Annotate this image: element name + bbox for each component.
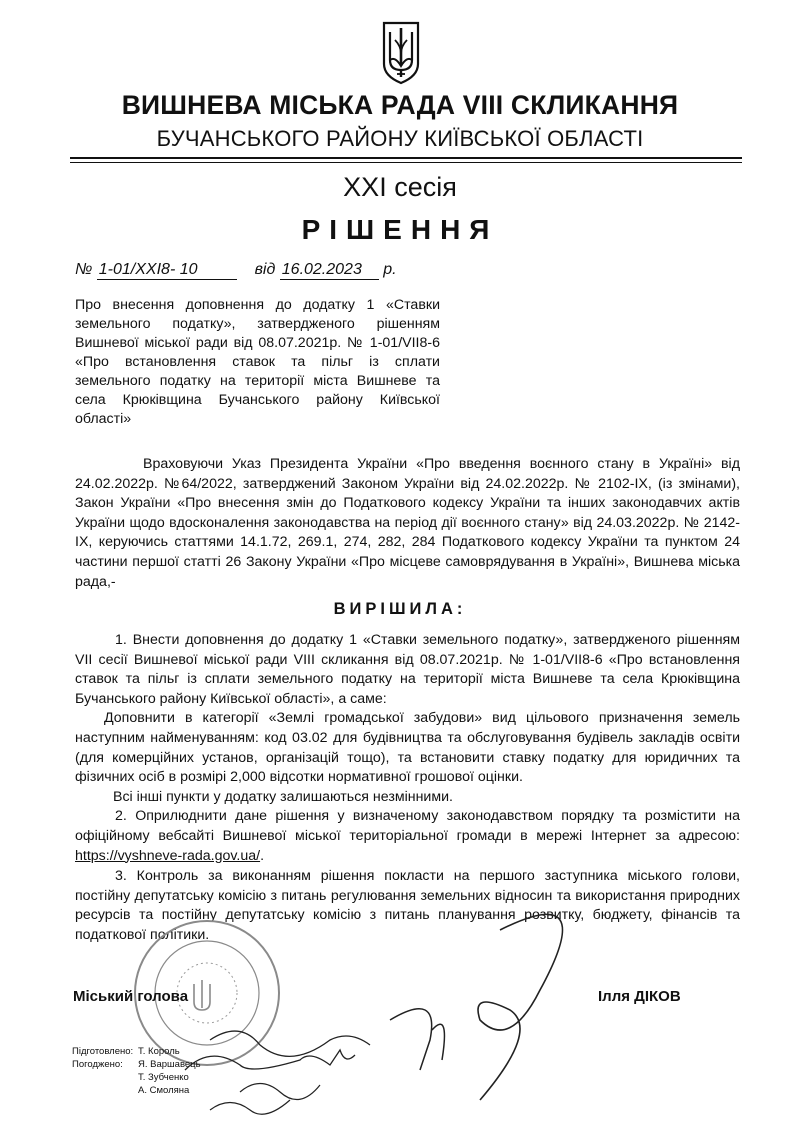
agreed-by-2: Т. Зубченко xyxy=(138,1072,189,1083)
agreed-by-1: Я. Варшавець xyxy=(138,1059,201,1070)
website-link[interactable]: https://vyshneve-rada.gov.ua/ xyxy=(75,847,261,864)
date-suffix: р. xyxy=(383,261,397,278)
header-rule-thick xyxy=(70,157,742,159)
agreed-label: Погоджено: xyxy=(72,1059,123,1070)
decision-date: 16.02.2023 xyxy=(280,261,379,280)
document-type: РІШЕННЯ xyxy=(301,214,499,245)
decision-number-line xyxy=(75,261,397,280)
item-2-text: 2. Оприлюднити дане рішення у визначеному законодавством порядку та розмістити на офіційному вебсайті Вишневої міської територіальної громади в мережі Інтернет за адресою: xyxy=(75,808,740,844)
decision-subject: Про внесення доповнення до додатку 1 «Ставки земельного податку», затвердженого рішенням Вишневої міської ради від 08.07.2021р. № 1-01/VII8-6 «Про встановлення ставок та пільг із сплати земельного податку на території міста Вишневе та села Крюківщина Бучанського району Київської області» xyxy=(75,297,440,427)
item-1: 1. Внести доповнення до додатку 1 «Ставки земельного податку», затвердженого рішенням VII сесії Вишневої міської ради VIII скликання від 08.07.2021р. № 1-01/VII8-6 «Про встановлення ставок та пільг із сплати земельного податку на території міста Вишневе та села Крюківщина Бучанського району Київської області», а саме: xyxy=(75,632,740,707)
item-1-detail: Доповнити в категорії «Землі громадської забудови» вид цільового призначення земель наступним найменуванням: код 03.02 для будівництва та обслуговування будівель закладів освіти (для комерційних установ, організацій тощо), та встановити ставку податку для юридичних та фізичних осіб в розмірі 2,000 відсотки нормативної грошової оцінки. xyxy=(75,710,740,786)
decision-number: 1-01/XXI8- 10 xyxy=(97,261,237,280)
item-2 xyxy=(75,807,740,866)
date-prefix: від xyxy=(254,261,276,278)
item-1-note: Всі інші пункти у додатку залишаються незмінними. xyxy=(113,788,453,805)
preamble-paragraph: Враховуючи Указ Президента України «Про введення воєнного стану в Україні» від 24.02.2022р. №64/2022, затверджений Законом України від 24.02.2022р. № 2102-ІХ, (із змінами), Закон України «Про внесення змін до Податкового кодексу України та інших законодавчих актів України щодо вдосконалення законодавства на період дії воєнного стану» від 24.03.2022р. № 2142-ІХ, керуючись статтями 14.1.72, 269.1, 274, 282, 284 Податкового кодексу України та пунктом 24 частини першої статті 26 Закону України «Про місцеве самоврядування в Україні», Вишнева міська рада,- xyxy=(75,456,740,590)
resolved-heading: ВИРІШИЛА: xyxy=(333,600,467,618)
council-district: БУЧАНСЬКОГО РАЙОНУ КИЇВСЬКОЇ ОБЛАСТІ xyxy=(156,126,644,151)
number-prefix: № xyxy=(75,261,93,278)
header-rule-thin xyxy=(70,162,742,163)
approvals-block xyxy=(72,1045,201,1097)
signatory-name: Ілля ДІКОВ xyxy=(598,988,681,1005)
signatory-title: Міський голова xyxy=(73,988,189,1005)
item-2-end: . xyxy=(260,847,265,864)
council-title: ВИШНЕВА МІСЬКА РАДА VIII СКЛИКАННЯ xyxy=(121,90,679,120)
prepared-by: Т. Король xyxy=(138,1046,180,1057)
agreed-by-3: А. Смоляна xyxy=(138,1085,190,1096)
coat-of-arms-icon xyxy=(381,20,421,86)
item-3: 3. Контроль за виконанням рішення покласти на першого заступника міського голови, постійну депутатську комісію з питань регулювання земельних відносин та використання природних ресурсів та постійну депутатську комісію з питань планування розвитку, бюджету, фінансів та податкової політики. xyxy=(75,868,740,943)
session-title: XXI сесія xyxy=(343,172,457,202)
prepared-label: Підготовлено: xyxy=(72,1046,134,1057)
